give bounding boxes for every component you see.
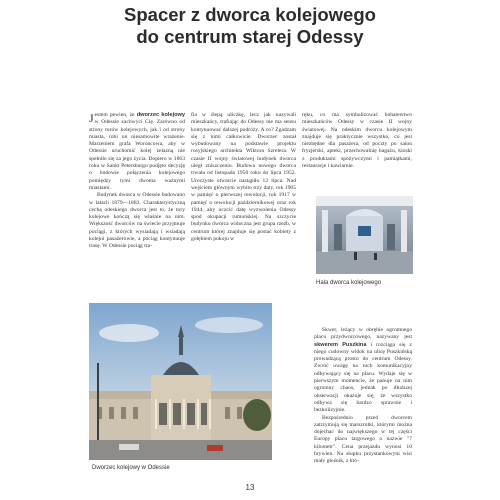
col4-paragraph-1	[314, 327, 412, 415]
col4-intro: Skwer, leżący w obrębie ogromnego placu przydworcowego, nazywany jest	[314, 327, 412, 341]
hall-photo-image	[316, 196, 413, 274]
hall-photo	[316, 196, 413, 274]
col1-paragraph-2: Budynek dworca w Odessie budowano w latach 1879—1883. Charakterystyczną cechą odeskiego dworca jest to, że tory kolejowe kończą się właśnie na nim. Większość dworców na świecie przyjmuje pociągi, z których wysiadają i wsiadają kolejni pasażerowie, a pociąg kontynuuje trasę. W Odessie pociąg tra-	[89, 192, 185, 250]
hall-caption: Hala dworca kolejowego	[316, 280, 382, 286]
text-column-2	[191, 112, 296, 302]
col4-bold-term: skwerem Puszkina	[314, 341, 367, 348]
station-photo	[89, 303, 272, 460]
col1-bold-term: dworzec kolejowy	[136, 112, 185, 118]
col4-p1-text: i rozciąga się z niego cudowny widok na ulicę Puszkińską prowadzącą prosto do centrum Odessy. Zwróć uwagę na ruch komunikacyjny odbywający się na placu. Wydaje się w pierwszym momencie, że panuje na nim ogromny chaos, jednak po dłuższej obserwacji okazuje się, że wszystko odbywa się bardzo sprawnie i bezkolizyjnie.	[314, 341, 412, 414]
station-photo-image	[89, 303, 272, 460]
page-number: 13	[245, 483, 255, 492]
text-column-4	[314, 327, 412, 477]
text-column-1	[89, 112, 185, 302]
col1-p1-text: w Odessie zachwyci Cię. Zarówno od strony torów kolejowych, jak i od strony miasta, robi on niesamowite wrażenie. Marzeniem grafa Woroncowa, aby w Odessie uruchomić kolej żelazną nie spełniło się za jego życia. Dopiero w 1863 roku w Sankt Petersburgu podjęto decyzję o budowie połączenia kolejowego pomiędzy tymi dwoma ważnymi miastami.	[89, 119, 185, 191]
station-caption: Dworzec kolejowy w Odessie	[92, 465, 170, 471]
col4-paragraph-2: Bezpośrednio przed dworcem zatrzymują się marszrutki, którymi można dojechać do największego w tej części Europy placu targowego o nazwie "7 kilometr". Cena przejazdu wynosi 10 hrywien. Na słupku przystankowym wisi mały głośnik, z któ-	[314, 414, 412, 465]
col3-paragraph-1: ręku, co ma symbolizować bohaterstwo mieszkańców Odessy w czasie II wojny światowej. Na odeskim dworcu kolejowym znajduje się praktycznie wszystko, co jest niezbędne dla pasażera, od poczty po salon fryzjerski, apteki, przechowalnię bagażu, kioski z produktami spożywczymi i pamiątkami, restauracje i kawiarnie.	[302, 112, 412, 170]
drop-cap: J	[89, 112, 94, 125]
title-line-1: Spacer z dworca kolejowego	[124, 4, 376, 25]
title-line-2: do centrum starej Odessy	[136, 26, 364, 47]
page-title	[0, 4, 500, 48]
col1-intro: estem pewien, że	[94, 112, 137, 118]
col2-paragraph-1: fia w ślepą uliczkę, lecz jak nazywali mieszkańcy, trafiając do Odessy nie ma sensu kontynuować dalszej podróży. A co? Zgadzam się z nimi całkowicie. Dworzec został wybudowany na podstawie projektu rosyjskiego architekta Wiktora Szretera. W czasie II wojny światowej budynek dworca uległ zniszczeniu. Budowa nowego dworca trwała od listopada 1950 roku do lipca 1952. Uroczyste otwarcie nastąpiło 12 lipca. Nad wejściem głównym wybito trzy daty, rok 1905 w pamięć o pierwszej rewolucji, rok 1917 w pamięć o rewolucji październikowej oraz rok 1944, aby uczcić datę wyzwolenia Odessy spod okupacji rumuńskiej. Na szczycie budynku dworca widoczna jest grupa rzeźb, w centrum której znajduje się postać kobiety z gołębiem pokoju w	[191, 112, 296, 243]
